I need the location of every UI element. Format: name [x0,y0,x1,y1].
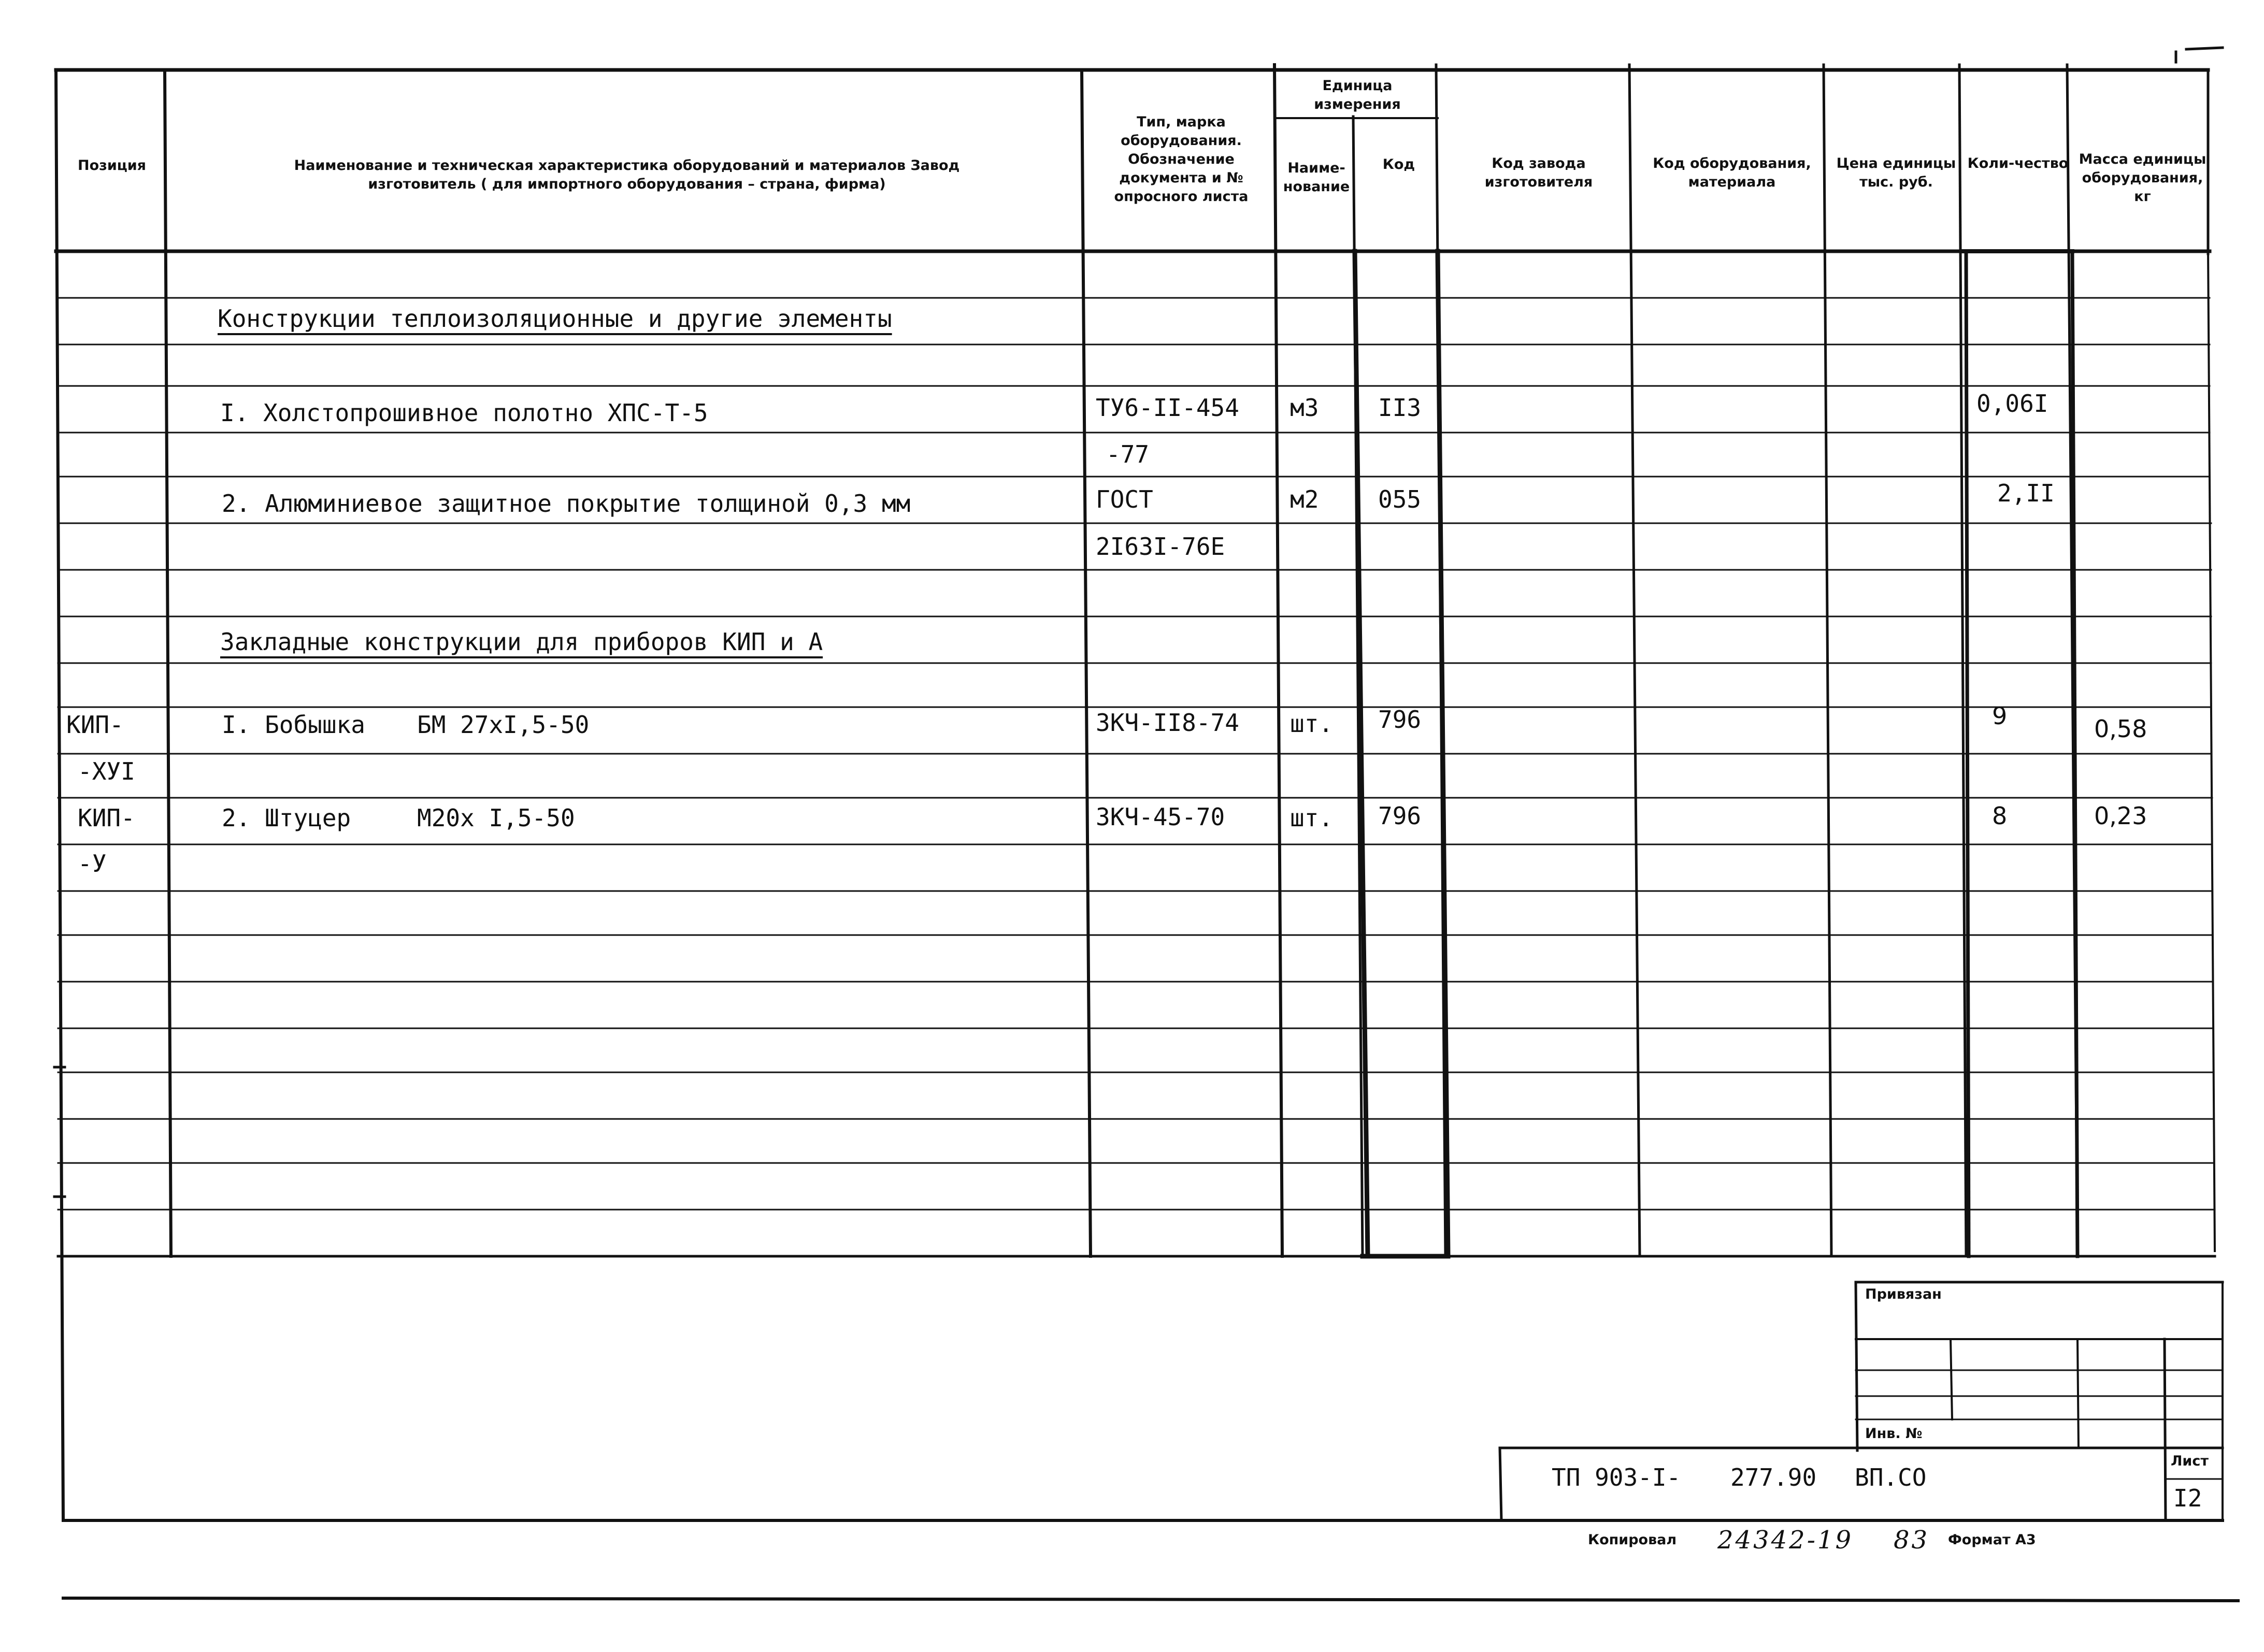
header-factory-code: Код завода изготовителя [1484,155,1593,190]
stamp-bound-label: Привязан [1865,1286,1942,1302]
row-unit: шт. [1290,804,1334,832]
row-code: II3 [1378,394,1422,422]
header-unit-code: Код [1382,156,1415,173]
header-quantity: Коли-чество [1967,155,2069,171]
row-type: -77 [1106,440,1150,468]
stamp-sheet-label: Лист [2171,1453,2209,1469]
section-title-embedded: Закладные конструкции для приборов КИП и А [220,628,823,656]
row-qty: 0,06I [1976,390,2048,418]
footer-copied-label: Копировал [1588,1532,1677,1548]
row-position: КИП- [78,804,135,832]
stamp-doc-prefix: ТП 903-I- [1552,1463,1681,1491]
row-type: ТУ6-II-454 [1096,394,1239,422]
footer-handwritten-number: 24342-19 [1717,1526,1853,1555]
row-mass: 0,23 [2094,802,2147,830]
row-code: 796 [1378,706,1422,734]
header-unit-group: Единица измерения [1314,78,1401,112]
stamp-doc-number: 277.90 [1730,1463,1817,1491]
footer-handwritten-suffix: 83 [1894,1526,1930,1555]
row-unit: м3 [1290,394,1319,422]
row-mass: 0,58 [2094,715,2147,743]
header-equipment-code: Код оборудования, материала [1653,155,1811,190]
row-type: 2I63I-76Е [1096,533,1225,561]
row-spec: М20х I,5-50 [417,804,575,832]
header-position: Позиция [77,157,147,174]
row-type: ГОСТ [1096,485,1153,513]
row-position: КИП- [66,711,124,739]
header-type-mark: Тип, марка оборудования. Обозначение документа и № опросного листа [1114,114,1249,205]
stamp-doc-code: ВП.СО [1855,1463,1927,1491]
row-code: 055 [1378,485,1422,513]
row-qty: 9 [1992,702,2008,730]
row-type: 3КЧ-45-70 [1096,803,1225,831]
header-name: Наименование и техническая характеристика оборудований и материалов Завод изготовитель ( для импортного оборудования – страна, фирма) [294,157,960,192]
row-name: I. Бобышка [222,711,365,739]
header-unit-name: Наиме-нование [1283,160,1350,195]
row-qty: 8 [1992,802,2008,830]
header-unit-mass: Масса единицы оборудования, кг [2079,151,2206,205]
header-unit-price: Цена единицы тыс. руб. [1836,155,1956,190]
stamp-inv-label: Инв. № [1865,1426,1923,1442]
row-qty: 2,II [1997,479,2055,507]
row-type: 3КЧ-II8-74 [1096,709,1239,737]
stamp-sheet-number: I2 [2173,1484,2202,1512]
section-title-insulation: Конструкции теплоизоляционные и другие элементы [218,305,892,333]
row-unit: шт. [1290,710,1334,738]
footer-format-label: Формат А3 [1948,1532,2036,1548]
row-code: 796 [1378,802,1422,830]
row-position: -ХУI [78,757,135,785]
row-name: I. Холстопрошивное полотно ХПС-Т-5 [220,399,708,427]
row-name: 2. Алюминиевое защитное покрытие толщиной 0,3 мм [222,490,911,518]
row-unit: м2 [1290,485,1319,513]
row-position: -У [78,850,107,878]
row-spec: БМ 27хI,5-50 [417,711,590,739]
row-name: 2. Штуцер [222,804,351,832]
